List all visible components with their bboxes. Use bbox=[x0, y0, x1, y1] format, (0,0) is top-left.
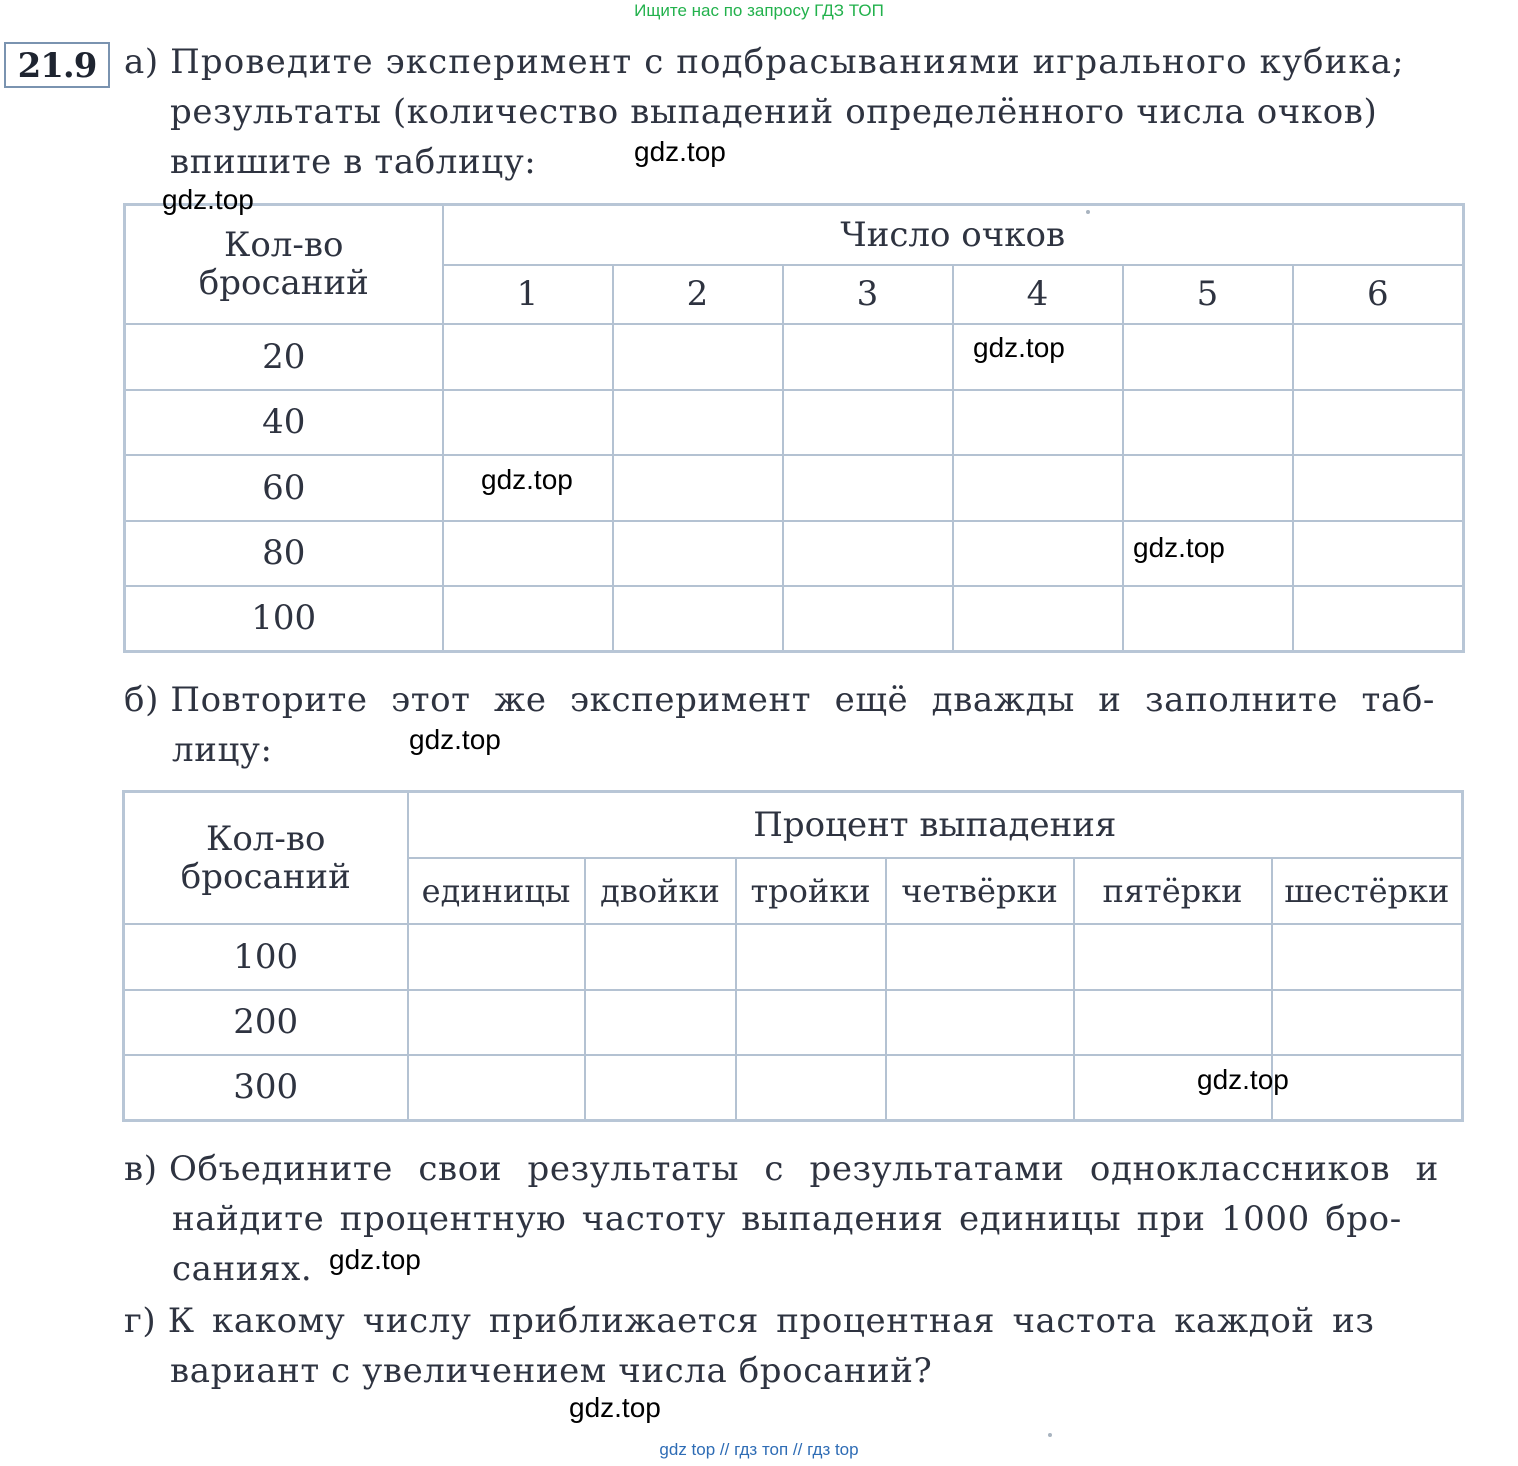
column-header: тройки bbox=[736, 858, 886, 924]
empty-cell[interactable] bbox=[783, 390, 953, 455]
watermark: gdz.top bbox=[409, 724, 501, 755]
empty-cell[interactable] bbox=[886, 1055, 1074, 1121]
table-row bbox=[124, 990, 1463, 1055]
row-label: 300 bbox=[124, 1055, 408, 1121]
watermark: gdz.top bbox=[162, 184, 254, 215]
part-b-text bbox=[124, 675, 1469, 775]
watermark: gdz.top bbox=[1133, 532, 1225, 563]
row-label: 80 bbox=[125, 521, 443, 586]
column-header: единицы bbox=[408, 858, 585, 924]
empty-cell[interactable] bbox=[953, 586, 1123, 652]
empty-cell[interactable] bbox=[783, 324, 953, 390]
row-label: 40 bbox=[125, 390, 443, 455]
empty-cell[interactable] bbox=[1123, 455, 1293, 521]
empty-cell[interactable] bbox=[408, 990, 585, 1055]
empty-cell[interactable] bbox=[1123, 390, 1293, 455]
part-v-text bbox=[124, 1144, 1469, 1294]
watermark: gdz.top bbox=[634, 136, 726, 167]
part-v-label: в) bbox=[124, 1149, 158, 1189]
column-header: 5 bbox=[1123, 265, 1293, 324]
part-v-line1: Объедините свои результаты с результатами одноклассников и bbox=[169, 1149, 1439, 1189]
part-a-label: а) bbox=[124, 42, 159, 82]
row-label: 100 bbox=[124, 924, 408, 990]
empty-cell[interactable] bbox=[953, 390, 1123, 455]
empty-cell[interactable] bbox=[1293, 455, 1464, 521]
empty-cell[interactable] bbox=[783, 455, 953, 521]
empty-cell[interactable] bbox=[408, 1055, 585, 1121]
column-header: пятёрки bbox=[1074, 858, 1272, 924]
part-b-line2: лицу: bbox=[172, 730, 273, 770]
watermark: gdz.top bbox=[569, 1392, 661, 1423]
empty-cell[interactable] bbox=[443, 521, 613, 586]
empty-cell[interactable] bbox=[1293, 586, 1464, 652]
counts-table bbox=[123, 203, 1465, 653]
empty-cell[interactable] bbox=[783, 586, 953, 652]
part-a-text bbox=[124, 37, 1484, 187]
empty-cell[interactable] bbox=[1293, 390, 1464, 455]
empty-cell[interactable] bbox=[613, 455, 783, 521]
watermark: gdz.top bbox=[973, 332, 1065, 363]
scan-speck bbox=[1086, 210, 1090, 214]
watermark: gdz.top bbox=[329, 1244, 421, 1275]
empty-cell[interactable] bbox=[1074, 990, 1272, 1055]
table-row bbox=[125, 521, 1464, 586]
part-a-line2: результаты (количество выпадений определённого числа очков) bbox=[170, 92, 1378, 132]
empty-cell[interactable] bbox=[1293, 521, 1464, 586]
empty-cell[interactable] bbox=[1074, 924, 1272, 990]
row-label: 20 bbox=[125, 324, 443, 390]
empty-cell[interactable] bbox=[1272, 1055, 1463, 1121]
empty-cell[interactable] bbox=[736, 990, 886, 1055]
row-label: 60 bbox=[125, 455, 443, 521]
part-b-label: б) bbox=[124, 680, 159, 720]
row-header: Кол-во бросаний bbox=[124, 792, 408, 924]
table-row bbox=[125, 455, 1464, 521]
part-a-line1: Проведите эксперимент с подбрасываниями игрального кубика; bbox=[170, 42, 1405, 82]
table-row bbox=[124, 924, 1463, 990]
part-g-text bbox=[124, 1296, 1469, 1396]
scan-speck bbox=[1048, 1433, 1052, 1437]
empty-cell[interactable] bbox=[585, 990, 736, 1055]
part-a-line3: впишите в таблицу: bbox=[170, 142, 537, 182]
table-row bbox=[125, 324, 1464, 390]
empty-cell[interactable] bbox=[585, 924, 736, 990]
empty-cell[interactable] bbox=[613, 521, 783, 586]
empty-cell[interactable] bbox=[585, 1055, 736, 1121]
column-header: 3 bbox=[783, 265, 953, 324]
row-header: Кол-во бросаний bbox=[125, 205, 443, 324]
empty-cell[interactable] bbox=[1272, 990, 1463, 1055]
empty-cell[interactable] bbox=[1123, 586, 1293, 652]
part-g-line2: вариант с увеличением числа бросаний? bbox=[170, 1351, 933, 1391]
part-v-line3: саниях. bbox=[172, 1249, 313, 1289]
empty-cell[interactable] bbox=[953, 521, 1123, 586]
watermark: gdz.top bbox=[481, 464, 573, 495]
column-header: шестёрки bbox=[1272, 858, 1463, 924]
empty-cell[interactable] bbox=[613, 324, 783, 390]
empty-cell[interactable] bbox=[408, 924, 585, 990]
part-g-line1: К какому числу приближается процентная частота каждой из bbox=[167, 1301, 1375, 1341]
empty-cell[interactable] bbox=[613, 586, 783, 652]
empty-cell[interactable] bbox=[1293, 324, 1464, 390]
part-g-label: г) bbox=[124, 1301, 157, 1341]
column-header: 2 bbox=[613, 265, 783, 324]
empty-cell[interactable] bbox=[886, 990, 1074, 1055]
table-row bbox=[125, 586, 1464, 652]
empty-cell[interactable] bbox=[443, 390, 613, 455]
empty-cell[interactable] bbox=[1123, 324, 1293, 390]
empty-cell[interactable] bbox=[886, 924, 1074, 990]
row-label: 100 bbox=[125, 586, 443, 652]
column-header: четвёрки bbox=[886, 858, 1074, 924]
bottom-banner: gdz top // гдз топ // гдз top bbox=[659, 1440, 859, 1459]
empty-cell[interactable] bbox=[1272, 924, 1463, 990]
empty-cell[interactable] bbox=[736, 1055, 886, 1121]
exercise-number: 21.9 bbox=[4, 42, 110, 88]
group-header: Число очков bbox=[443, 205, 1464, 265]
empty-cell[interactable] bbox=[736, 924, 886, 990]
empty-cell[interactable] bbox=[443, 324, 613, 390]
empty-cell[interactable] bbox=[953, 455, 1123, 521]
column-header: двойки bbox=[585, 858, 736, 924]
group-header: Процент выпадения bbox=[408, 792, 1463, 858]
empty-cell[interactable] bbox=[783, 521, 953, 586]
table-row bbox=[125, 390, 1464, 455]
part-v-line2: найдите процентную частоту выпадения единицы при 1000 бро- bbox=[172, 1199, 1402, 1239]
top-banner: Ищите нас по запросу ГДЗ ТОП bbox=[634, 1, 884, 20]
column-header: 1 bbox=[443, 265, 613, 324]
empty-cell[interactable] bbox=[613, 390, 783, 455]
part-b-line1: Повторите этот же эксперимент ещё дважды и заполните таб- bbox=[170, 680, 1435, 720]
watermark: gdz.top bbox=[1197, 1064, 1289, 1095]
column-header: 6 bbox=[1293, 265, 1464, 324]
row-label: 200 bbox=[124, 990, 408, 1055]
column-header: 4 bbox=[953, 265, 1123, 324]
empty-cell[interactable] bbox=[443, 586, 613, 652]
